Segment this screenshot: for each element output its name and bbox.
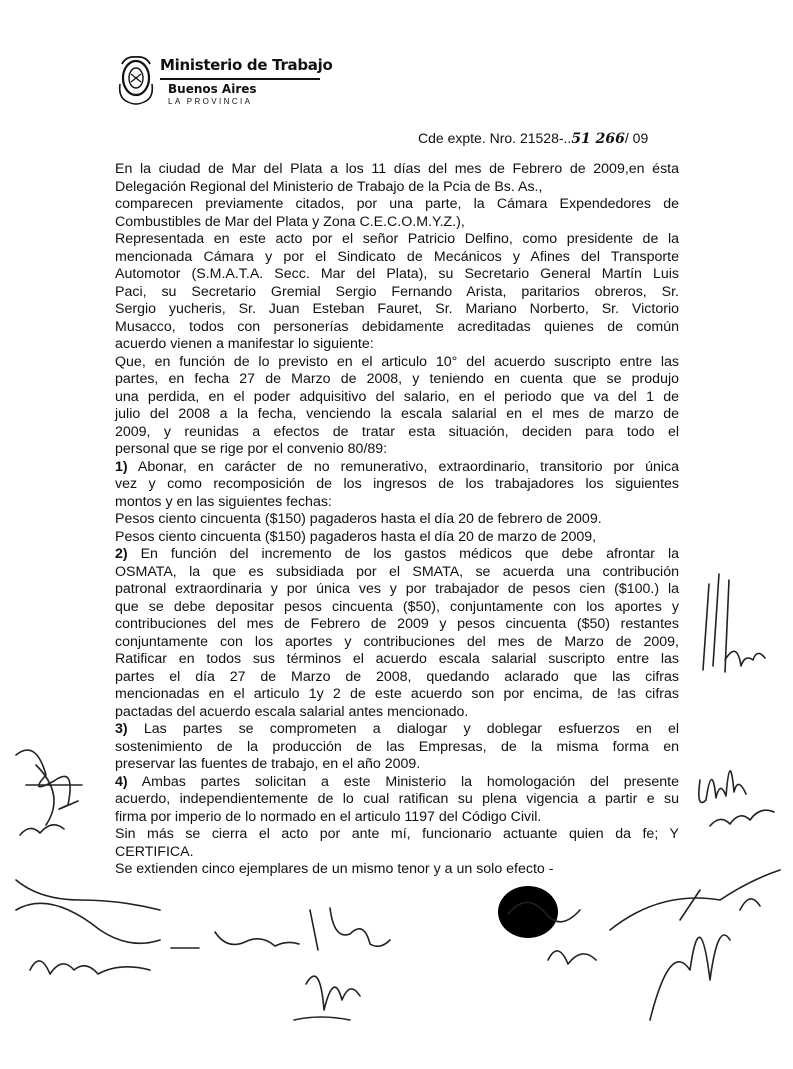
file-reference-prefix: Cde expte. Nro. 21528- — [418, 130, 564, 146]
text-line: Sin más se cierra el acto por ante mí, funcionario actuante quien da fe; Y — [115, 826, 679, 842]
province-name: Buenos Aires — [168, 82, 257, 96]
text-line: acuerdo vienen a manifestar lo siguiente: — [115, 336, 374, 352]
file-reference-suffix: / 09 — [624, 130, 649, 146]
closing-paragraph — [115, 826, 679, 879]
text-line: vez y como recomposición de los ingresos de los trabajadores los siguientes — [115, 476, 679, 492]
text-line: firma por imperio de lo normado en el articulo 1197 del Código Civil. — [115, 808, 542, 825]
text-line: julio del 2008 a la fecha, venciendo la escala salarial en el mes de marzo de — [115, 406, 679, 422]
handwritten-signature-icon — [290, 900, 400, 1030]
text-line: conjuntamente con los aportes y contribuciones del mes de Marzo de 2009, — [115, 633, 679, 650]
text-line: Musacco, todos con personerías debidamente acreditadas quienes de común — [115, 318, 679, 335]
text-line: 2) En función del incremento de los gastos médicos que debe afrontar la — [115, 546, 679, 562]
text-line: patronal extraordinaria y por única ves y por trabajador de pesos cien ($100.) la — [115, 581, 679, 597]
text-line: 4) Ambas partes solicitan a este Ministerio la homologación del presente — [115, 773, 679, 790]
intro-paragraph — [115, 161, 679, 459]
text-line: personal que se rige por el convenio 80/89: — [115, 441, 388, 457]
provincial-seal-icon — [116, 54, 156, 108]
text-line: 2009, y reunidas a efectos de tratar esta situación, deciden para todo el — [115, 423, 679, 440]
text-line: 3) Las partes se comprometen a dialogar y doblegar esfuerzos en el — [115, 721, 679, 737]
text-line: OSMATA, la que es subsidiada por el SMATA, se acuerda una contribución — [115, 563, 679, 580]
text-line: Sergio yucheris, Sr. Juan Esteban Fauret, Sr. Mariano Norberto, Sr. Victorio — [115, 301, 679, 317]
file-reference: Cde expte. Nro. 21528-..51 266/ 09 — [418, 130, 649, 147]
text-line: comparecen previamente citados, por una parte, la Cámara Expendedores de — [115, 196, 679, 212]
text-line: preservar las fuentes de trabajo, en el año 2009. — [115, 756, 421, 772]
province-subtitle: LA PROVINCIA — [168, 97, 253, 106]
text-line: una perdida, en el poder adquisitivo del salario, en el periodo que va del 1 de — [115, 388, 679, 405]
document-body — [115, 161, 679, 879]
text-line: pactadas del acuerdo escala salarial antes mencionado. — [115, 703, 469, 720]
text-line: Pesos ciento cincuenta ($150) pagaderos hasta el día 20 de febrero de 2009. — [115, 511, 602, 527]
clause-3-marker: 3) — [115, 721, 128, 737]
clause-4 — [115, 774, 679, 827]
text-line: Paci, su Secretario Gremial Sergio Fernando Arista, paritarios obreros, Sr. — [115, 283, 679, 300]
text-line: Que, en función de lo previsto en el articulo 10° del acuerdo suscripto entre las — [115, 353, 679, 370]
text-line: que se debe depositar pesos cincuenta ($50), conjuntamente con los aportes y — [115, 598, 679, 615]
text-line: montos y en las siguientes fechas: — [115, 493, 332, 510]
text-line: Delegación Regional del Ministerio de Trabajo de la Pcia de Bs. As., — [115, 178, 543, 195]
clause-4-marker: 4) — [115, 773, 128, 790]
handwritten-signature-icon — [690, 740, 790, 840]
clause-1 — [115, 459, 679, 547]
handwritten-signature-icon — [6, 735, 106, 845]
text-line: CERTIFICA. — [115, 843, 194, 860]
text-line: Representada en este acto por el señor Patricio Delfino, como presidente de la — [115, 231, 679, 247]
letterhead-rule — [160, 78, 320, 80]
ministry-name: Ministerio de Trabajo — [160, 56, 333, 74]
file-reference-handwritten-number: 51 266 — [571, 131, 625, 147]
handwritten-signature-icon — [600, 860, 790, 1030]
handwritten-signature-icon — [488, 880, 608, 980]
text-line: Se extienden cinco ejemplares de un mismo tenor y a un solo efecto - — [115, 861, 554, 877]
clause-2 — [115, 546, 679, 721]
text-line: sostenimiento de la producción de las Empresas, de la misma forma en — [115, 738, 679, 755]
text-line: partes el día 27 de Marzo de 2008, quedando aclarado que las cifras — [115, 668, 679, 685]
text-line: Ratificar en todos sus términos el acuerdo escala salarial suscripto entre las — [115, 651, 679, 667]
handwritten-signature-icon — [165, 920, 305, 960]
clause-1-marker: 1) — [115, 458, 128, 475]
text-line: partes, en fecha 27 de Marzo de 2008, y teniendo en cuenta que se produjo — [115, 371, 679, 387]
text-line: contribuciones del mes de Febrero de 2009 y pesos cincuenta ($50) restantes — [115, 616, 679, 632]
text-line: Automotor (S.M.A.T.A. Secc. Mar del Plata), su Secretario General Martín Luis — [115, 266, 679, 282]
text-line: mencionadas en el articulo 1y 2 de este acuerdo son por encima, de !as cifras — [115, 686, 679, 702]
clause-2-marker: 2) — [115, 546, 128, 562]
handwritten-signature-icon — [695, 570, 775, 680]
text-line: 1) Abonar, en carácter de no remunerativo, extraordinario, transitorio por única — [115, 458, 679, 475]
text-line: Combustibles de Mar del Plata y Zona C.E.C.O.M.Y.Z.), — [115, 213, 465, 230]
text-line: En la ciudad de Mar del Plata a los 11 días del mes de Febrero de 2009,en ésta — [115, 161, 679, 177]
handwritten-signature-icon — [10, 870, 170, 1000]
text-line: mencionada Cámara y por el Sindicato de Mecánicos y Afines del Transporte — [115, 248, 679, 265]
clause-3 — [115, 721, 679, 774]
text-line: acuerdo, independientemente de lo cual ratifican su plena vigencia a partir e su — [115, 791, 679, 807]
text-line: Pesos ciento cincuenta ($150) pagaderos hasta el día 20 de marzo de 2009, — [115, 528, 597, 545]
letterhead — [112, 50, 352, 120]
